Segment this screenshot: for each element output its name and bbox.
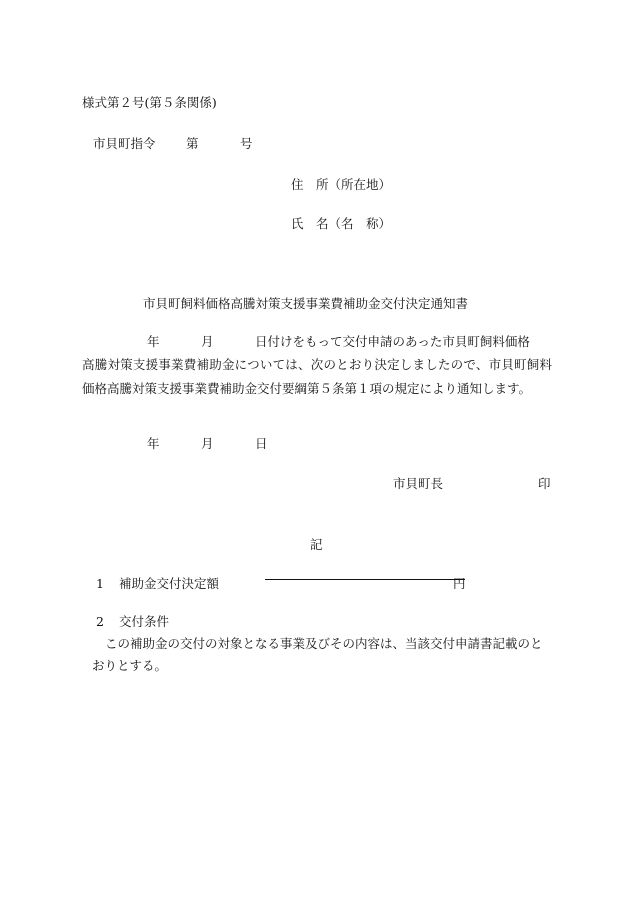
intro-day-text: 日付けをもって交付申請のあった市貝町飼料価格: [255, 334, 530, 349]
item-2-number: 2: [96, 614, 104, 629]
directive-prefix: 市貝町指令: [93, 136, 156, 151]
recipient-name-label: 氏 名（名 称）: [291, 216, 392, 231]
directive-dai: 第: [186, 136, 199, 151]
seal-mark: 印: [538, 476, 551, 491]
amount-unit: 円: [453, 576, 466, 591]
issue-day: 日: [255, 436, 268, 451]
signer-name: 市貝町長: [393, 476, 444, 491]
intro-year: 年: [147, 334, 160, 349]
item-1-number: 1: [96, 576, 104, 591]
issue-month: 月: [201, 436, 214, 451]
recipient-address-label: 住 所（所在地）: [291, 177, 392, 192]
issue-year: 年: [147, 436, 160, 451]
intro-month: 月: [201, 334, 214, 349]
amount-underline: [265, 579, 465, 580]
item-2-label: 交付条件: [119, 614, 170, 629]
condition-text: この補助金の交付の対象となる事業及びその内容は、当該交付申請書記載のとおりとする。: [92, 636, 543, 673]
document-title: 市貝町飼料価格高騰対策支援事業費補助金交付決定通知書: [143, 296, 469, 311]
directive-go: 号: [240, 136, 253, 151]
form-number: 様式第２号(第５条関係): [82, 95, 217, 110]
intro-body: 高騰対策支援事業費補助金については、次のとおり決定しましたので、市貝町飼料価格高騰対策支援事業費補助金交付要綱第５条第１項の規定により通知します。: [82, 357, 552, 396]
ki-heading: 記: [310, 537, 323, 552]
item-1-label: 補助金交付決定額: [119, 576, 220, 591]
